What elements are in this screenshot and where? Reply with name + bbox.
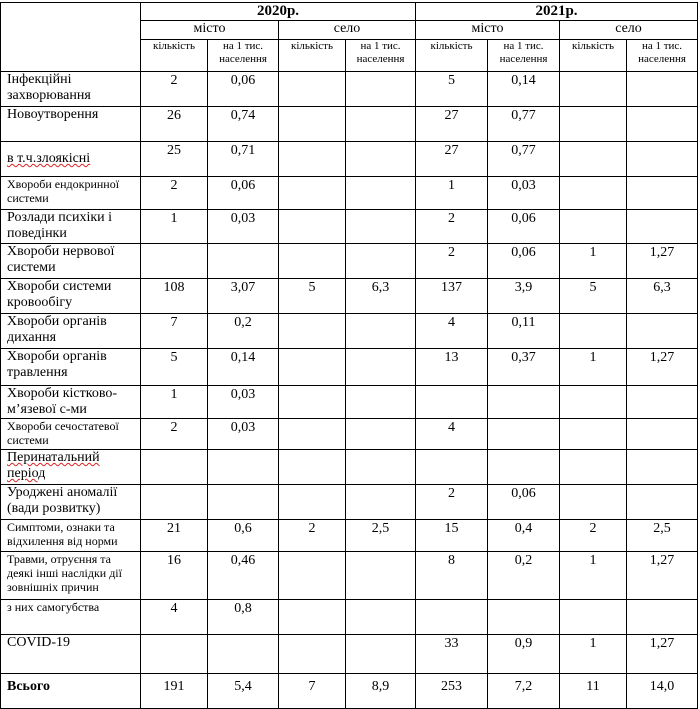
cell: 0,14 (208, 349, 279, 386)
cell (560, 419, 627, 450)
cell (627, 485, 698, 520)
cell (279, 600, 346, 635)
cell (208, 485, 279, 520)
cell (279, 72, 346, 107)
cell (560, 72, 627, 107)
cell: 3,9 (488, 279, 560, 314)
cell (141, 485, 208, 520)
cell: 2 (416, 244, 488, 279)
cell: 4 (416, 419, 488, 450)
cell: 0,06 (208, 72, 279, 107)
cell (279, 244, 346, 279)
cell (279, 107, 346, 142)
cell (346, 349, 416, 386)
cell: 191 (141, 674, 208, 709)
cell (279, 419, 346, 450)
table-row (1, 244, 698, 279)
cell (560, 210, 627, 244)
cell (346, 244, 416, 279)
cell: 0,03 (208, 210, 279, 244)
cell: 6,3 (627, 279, 698, 314)
cell (346, 107, 416, 142)
cell (560, 107, 627, 142)
cell (346, 419, 416, 450)
cell: 1,27 (627, 635, 698, 674)
cell: 1 (560, 635, 627, 674)
cell (627, 450, 698, 485)
cell (560, 314, 627, 349)
cell (141, 244, 208, 279)
table-row (1, 635, 698, 674)
cell: 4 (141, 600, 208, 635)
cell (346, 72, 416, 107)
cell: 5,4 (208, 674, 279, 709)
row-label: Розлади психіки і поведінки (1, 210, 141, 244)
cell: 5 (279, 279, 346, 314)
cell: 5 (560, 279, 627, 314)
cell: 1 (560, 244, 627, 279)
cell (279, 314, 346, 349)
cell (346, 386, 416, 419)
cell (627, 72, 698, 107)
cell (627, 107, 698, 142)
cell: 0,4 (488, 520, 560, 552)
cell (141, 450, 208, 485)
row-label: Хвороби системи кровообігу (1, 279, 141, 314)
cell: 2 (560, 520, 627, 552)
count-header: кількість (279, 40, 346, 72)
table-row (1, 210, 698, 244)
table-row (1, 314, 698, 349)
cell (141, 635, 208, 674)
cell (346, 552, 416, 600)
row-label: Хвороби кістково-м’язевої с-ми (1, 386, 141, 419)
cell: 2 (279, 520, 346, 552)
cell: 0,03 (208, 386, 279, 419)
city-header-2021: місто (416, 21, 560, 40)
village-header-2021: село (560, 21, 698, 40)
cell (488, 386, 560, 419)
cell: 7 (279, 674, 346, 709)
cell (279, 485, 346, 520)
row-label: з них самогубства (1, 600, 141, 635)
cell (627, 600, 698, 635)
cell: 0,03 (208, 419, 279, 450)
cell (346, 210, 416, 244)
cell: 26 (141, 107, 208, 142)
header-blank-cell (1, 3, 141, 72)
cell (488, 600, 560, 635)
table-row (1, 552, 698, 600)
cell: 6,3 (346, 279, 416, 314)
cell (279, 177, 346, 210)
row-label: Хвороби сечостатевої системи (1, 419, 141, 450)
cell: 25 (141, 142, 208, 177)
cell: 1,27 (627, 244, 698, 279)
cell (488, 450, 560, 485)
cell: 0,6 (208, 520, 279, 552)
cell: 27 (416, 142, 488, 177)
table-row (1, 485, 698, 520)
cell: 0,11 (488, 314, 560, 349)
cell (560, 142, 627, 177)
cell: 0,8 (208, 600, 279, 635)
table-row (1, 450, 698, 485)
table-row (1, 279, 698, 314)
cell: 2 (141, 419, 208, 450)
table-row (1, 349, 698, 386)
cell (346, 314, 416, 349)
cell: 21 (141, 520, 208, 552)
row-label: Травми, отруєння та деякі інші наслідки дії зовнішніх причин (1, 552, 141, 600)
cell (208, 450, 279, 485)
table-row (1, 142, 698, 177)
cell: 7 (141, 314, 208, 349)
row-label: Хвороби органів дихання (1, 314, 141, 349)
cell: 0,14 (488, 72, 560, 107)
cell: 2 (141, 177, 208, 210)
cell (346, 142, 416, 177)
cell (279, 552, 346, 600)
per1000-header: на 1 тис. населення (488, 40, 560, 72)
per1000-header: на 1 тис. населення (346, 40, 416, 72)
cell (488, 419, 560, 450)
cell (627, 210, 698, 244)
cell (279, 142, 346, 177)
row-label-total: Всього (1, 674, 141, 709)
cell (208, 244, 279, 279)
cell: 5 (141, 349, 208, 386)
cell (279, 635, 346, 674)
cell (346, 177, 416, 210)
cell (627, 142, 698, 177)
cell: 16 (141, 552, 208, 600)
cell (208, 635, 279, 674)
cell: 1 (141, 210, 208, 244)
cell (346, 485, 416, 520)
village-header-2020: село (279, 21, 416, 40)
cell (279, 349, 346, 386)
cell: 0,71 (208, 142, 279, 177)
row-label: в т.ч.злоякісні (1, 142, 141, 177)
row-label: Хвороби нервової системи (1, 244, 141, 279)
cell: 0,46 (208, 552, 279, 600)
cell: 0,74 (208, 107, 279, 142)
row-label: Хвороби органів травлення (1, 349, 141, 386)
cell: 1 (141, 386, 208, 419)
cell: 3,07 (208, 279, 279, 314)
cell (346, 450, 416, 485)
cell: 253 (416, 674, 488, 709)
count-header: кількість (560, 40, 627, 72)
table-row (1, 419, 698, 450)
cell: 0,2 (488, 552, 560, 600)
cell: 2,5 (346, 520, 416, 552)
row-label: Перинатальний період (1, 450, 141, 485)
cell (416, 600, 488, 635)
cell: 0,77 (488, 107, 560, 142)
cell: 1,27 (627, 349, 698, 386)
cell (560, 485, 627, 520)
cell: 7,2 (488, 674, 560, 709)
row-label: Новоутворення (1, 107, 141, 142)
table-row (1, 674, 698, 709)
row-label: Хвороби ендокринної системи (1, 177, 141, 210)
row-label: Інфекційні захворювання (1, 72, 141, 107)
per1000-header: на 1 тис. населення (627, 40, 698, 72)
cell: 0,06 (488, 485, 560, 520)
cell: 2 (416, 210, 488, 244)
cell: 0,9 (488, 635, 560, 674)
cell (627, 314, 698, 349)
cell: 14,0 (627, 674, 698, 709)
cell: 2 (141, 72, 208, 107)
table-row (1, 72, 698, 107)
cell: 8 (416, 552, 488, 600)
cell: 0,06 (488, 210, 560, 244)
row-label: Уроджені аномалії (вади розвитку) (1, 485, 141, 520)
cell (279, 386, 346, 419)
table-row (1, 520, 698, 552)
cell: 1 (560, 552, 627, 600)
cell: 33 (416, 635, 488, 674)
cell: 13 (416, 349, 488, 386)
mortality-table (0, 2, 698, 709)
cell: 1 (416, 177, 488, 210)
count-header: кількість (416, 40, 488, 72)
cell: 15 (416, 520, 488, 552)
cell: 2,5 (627, 520, 698, 552)
cell: 2 (416, 485, 488, 520)
cell: 4 (416, 314, 488, 349)
cell (416, 450, 488, 485)
cell: 5 (416, 72, 488, 107)
cell: 0,06 (488, 244, 560, 279)
row-label: Симптоми, ознаки та відхилення від норми (1, 520, 141, 552)
cell: 11 (560, 674, 627, 709)
table-row (1, 177, 698, 210)
cell: 27 (416, 107, 488, 142)
year-2021-header: 2021р. (416, 3, 698, 21)
count-header: кількість (141, 40, 208, 72)
cell: 0,37 (488, 349, 560, 386)
cell (627, 386, 698, 419)
table-row (1, 107, 698, 142)
cell (560, 450, 627, 485)
table-row (1, 386, 698, 419)
cell: 108 (141, 279, 208, 314)
cell: 0,03 (488, 177, 560, 210)
table-row (1, 600, 698, 635)
cell (560, 177, 627, 210)
cell: 8,9 (346, 674, 416, 709)
cell (346, 635, 416, 674)
row-label: COVID-19 (1, 635, 141, 674)
cell: 0,77 (488, 142, 560, 177)
cell (279, 450, 346, 485)
cell (560, 386, 627, 419)
cell (627, 177, 698, 210)
cell (416, 386, 488, 419)
cell (560, 600, 627, 635)
year-2020-header: 2020р. (141, 3, 416, 21)
per1000-header: на 1 тис. населення (208, 40, 279, 72)
cell (346, 600, 416, 635)
cell: 137 (416, 279, 488, 314)
city-header-2020: місто (141, 21, 279, 40)
cell (627, 419, 698, 450)
cell: 0,06 (208, 177, 279, 210)
cell: 0,2 (208, 314, 279, 349)
cell: 1,27 (627, 552, 698, 600)
cell (279, 210, 346, 244)
cell: 1 (560, 349, 627, 386)
